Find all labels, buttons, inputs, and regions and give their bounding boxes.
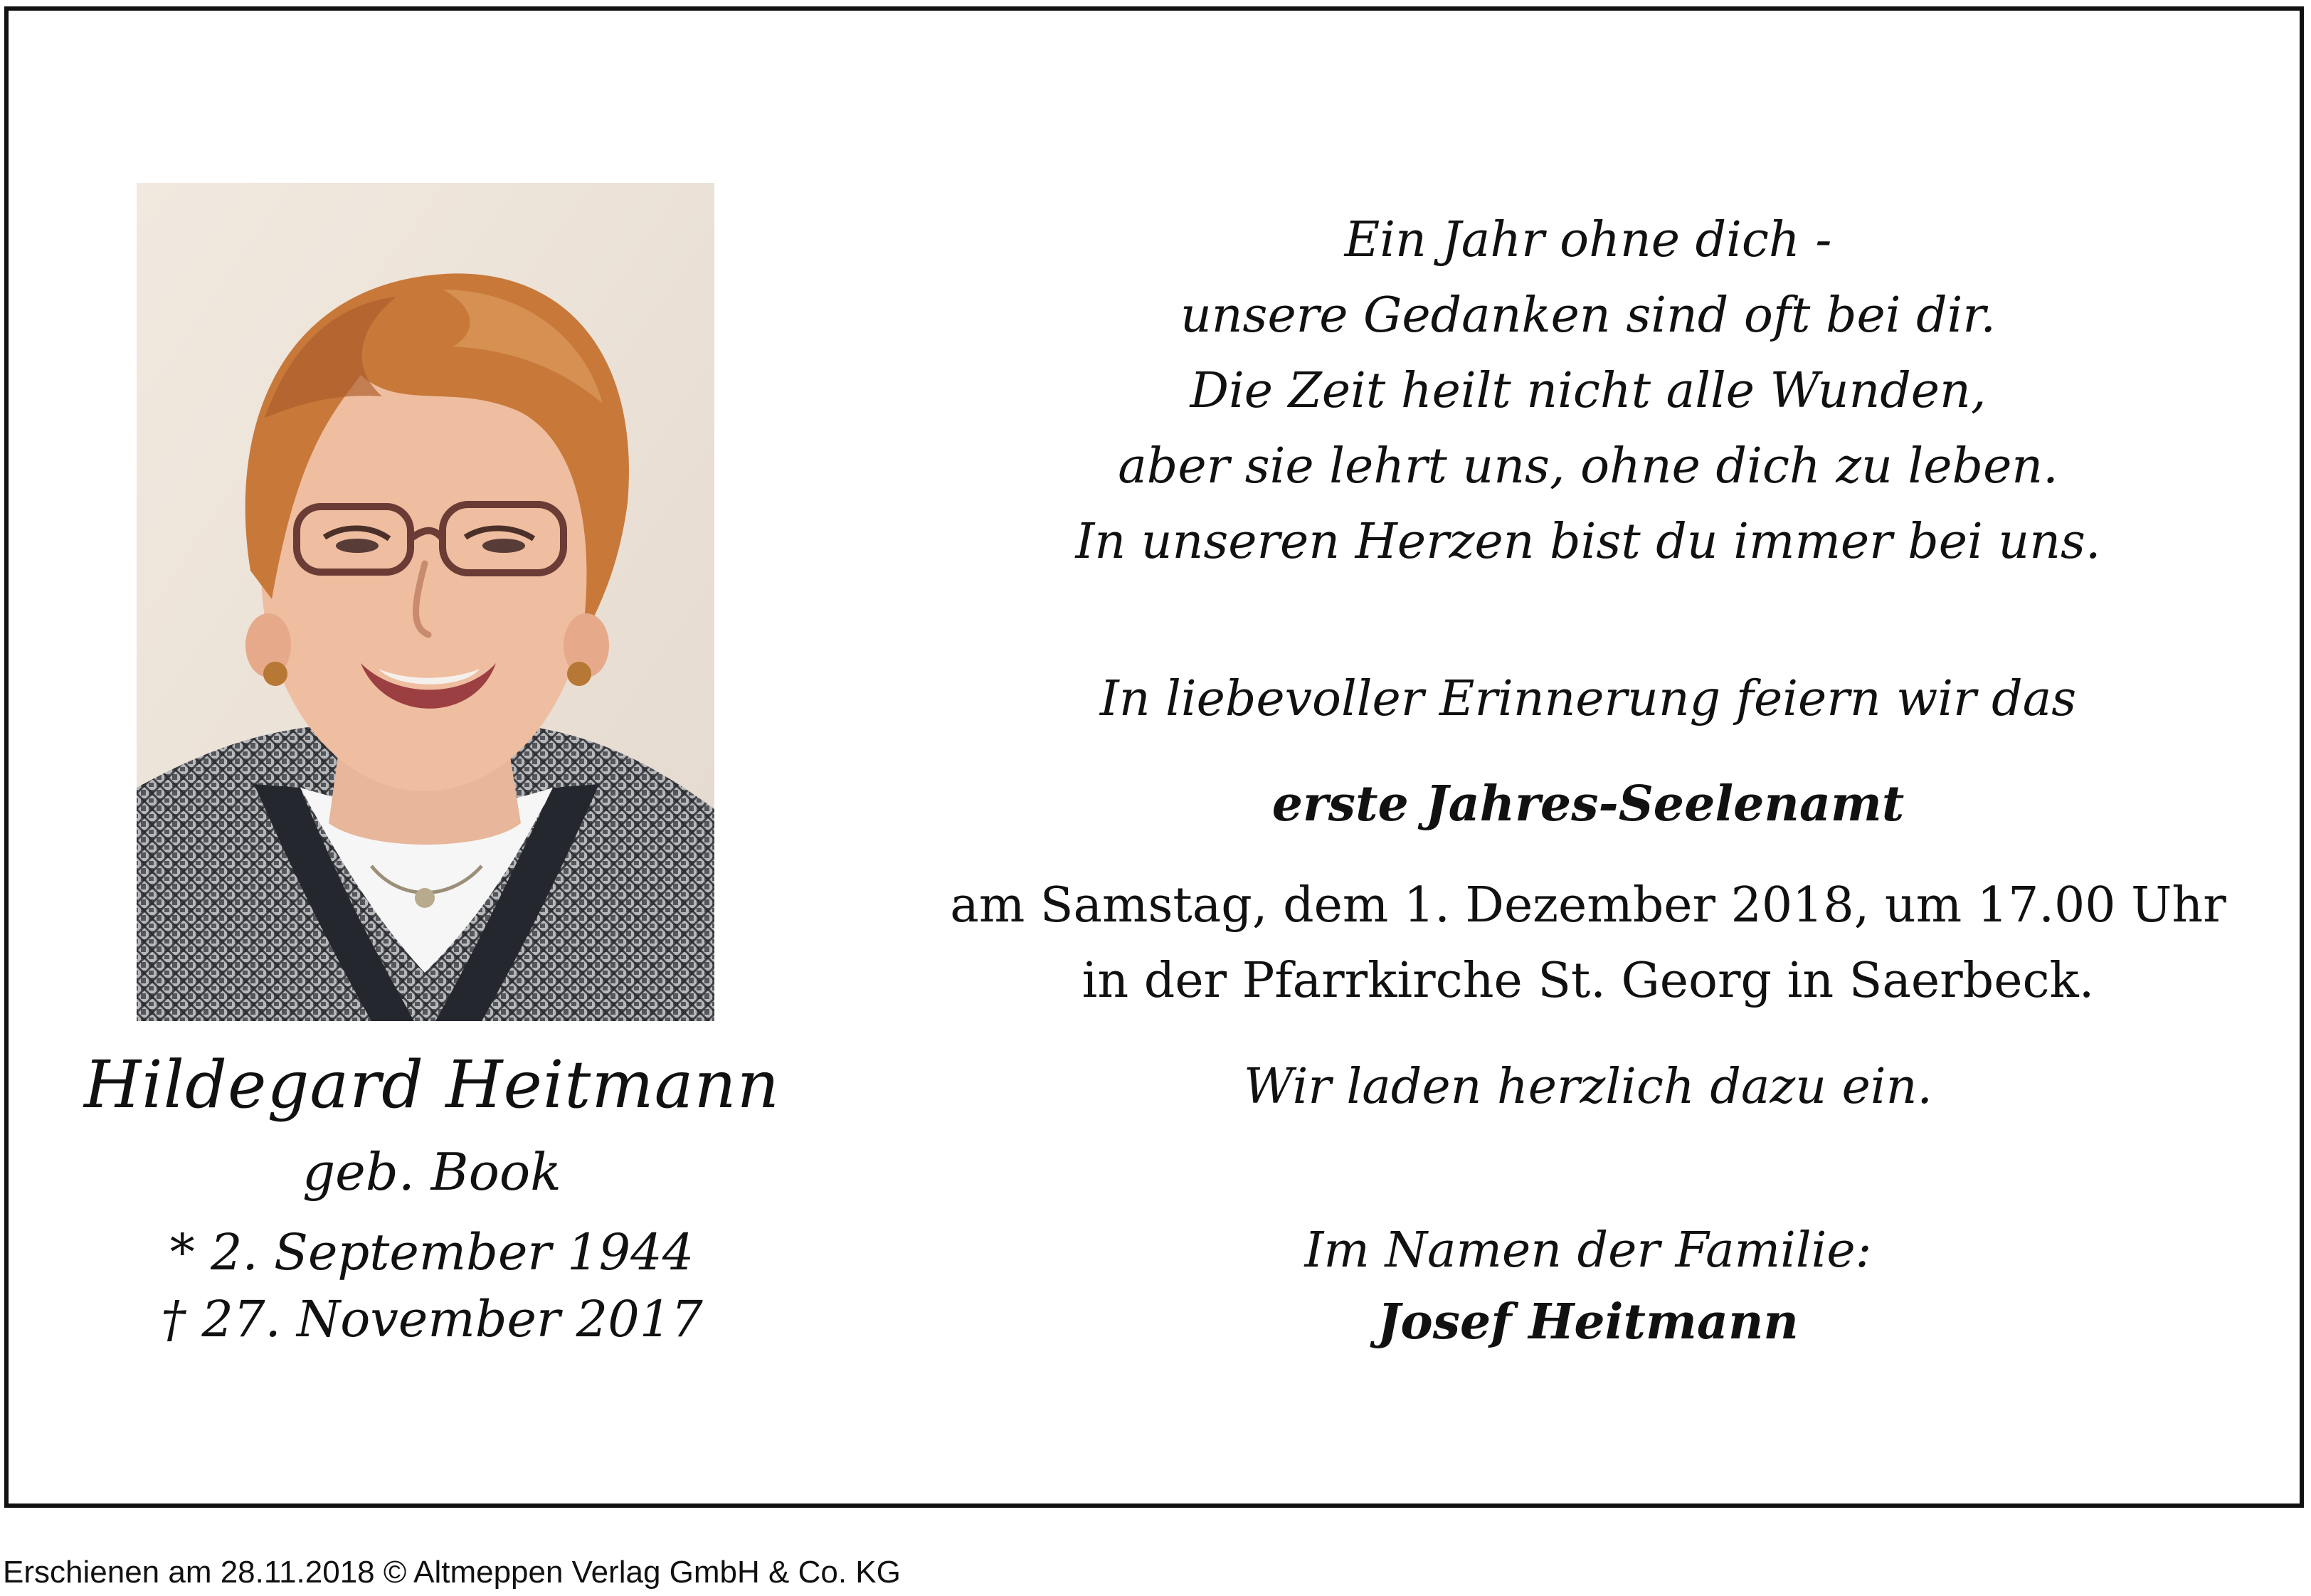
family-signature-label: Im Namen der Familie: [1304,1222,1872,1279]
life-dates [58,1219,805,1353]
service-details [884,868,2293,1019]
death-date: † 27. November 2017 [161,1290,703,1348]
service-date-time: am Samstag, dem 1. Dezember 2018, um 17.00 Uhr [950,877,2226,934]
poem-line: Die Zeit heilt nicht alle Wunden, [1190,363,1987,419]
portrait-photo-icon [137,183,714,1021]
service-location: in der Pfarrkirche St. Georg in Saerbeck. [1082,953,2095,1009]
poem-line: Ein Jahr ohne dich - [1344,212,1832,268]
poem-line: In unseren Herzen bist du immer bei uns. [1075,514,2101,570]
birth-date: * 2. September 1944 [169,1223,694,1281]
poem-line: aber sie lehrt uns, ohne dich zu leben. [1118,438,2058,495]
memorial-service-title: erste Jahres-Seelenamt [1271,776,1905,833]
memorial-notice [4,6,2304,1508]
publication-footer: Erschienen am 28.11.2018 © Altmeppen Verlag GmbH & Co. KG [3,1555,901,1590]
portrait-illustration [137,183,714,1021]
birth-name: geb. Book [302,1142,561,1202]
poem-line: unsere Gedanken sind oft bei dir. [1180,287,1997,344]
invitation-intro: In liebevoller Erinnerung feiern wir das [1099,671,2077,727]
memorial-poem [884,203,2293,580]
deceased-name: Hildegard Heitmann [84,1047,780,1123]
invitation-closing: Wir laden herzlich dazu ein. [1243,1059,1933,1115]
family-signature-name: Josef Heitmann [1377,1294,1799,1351]
